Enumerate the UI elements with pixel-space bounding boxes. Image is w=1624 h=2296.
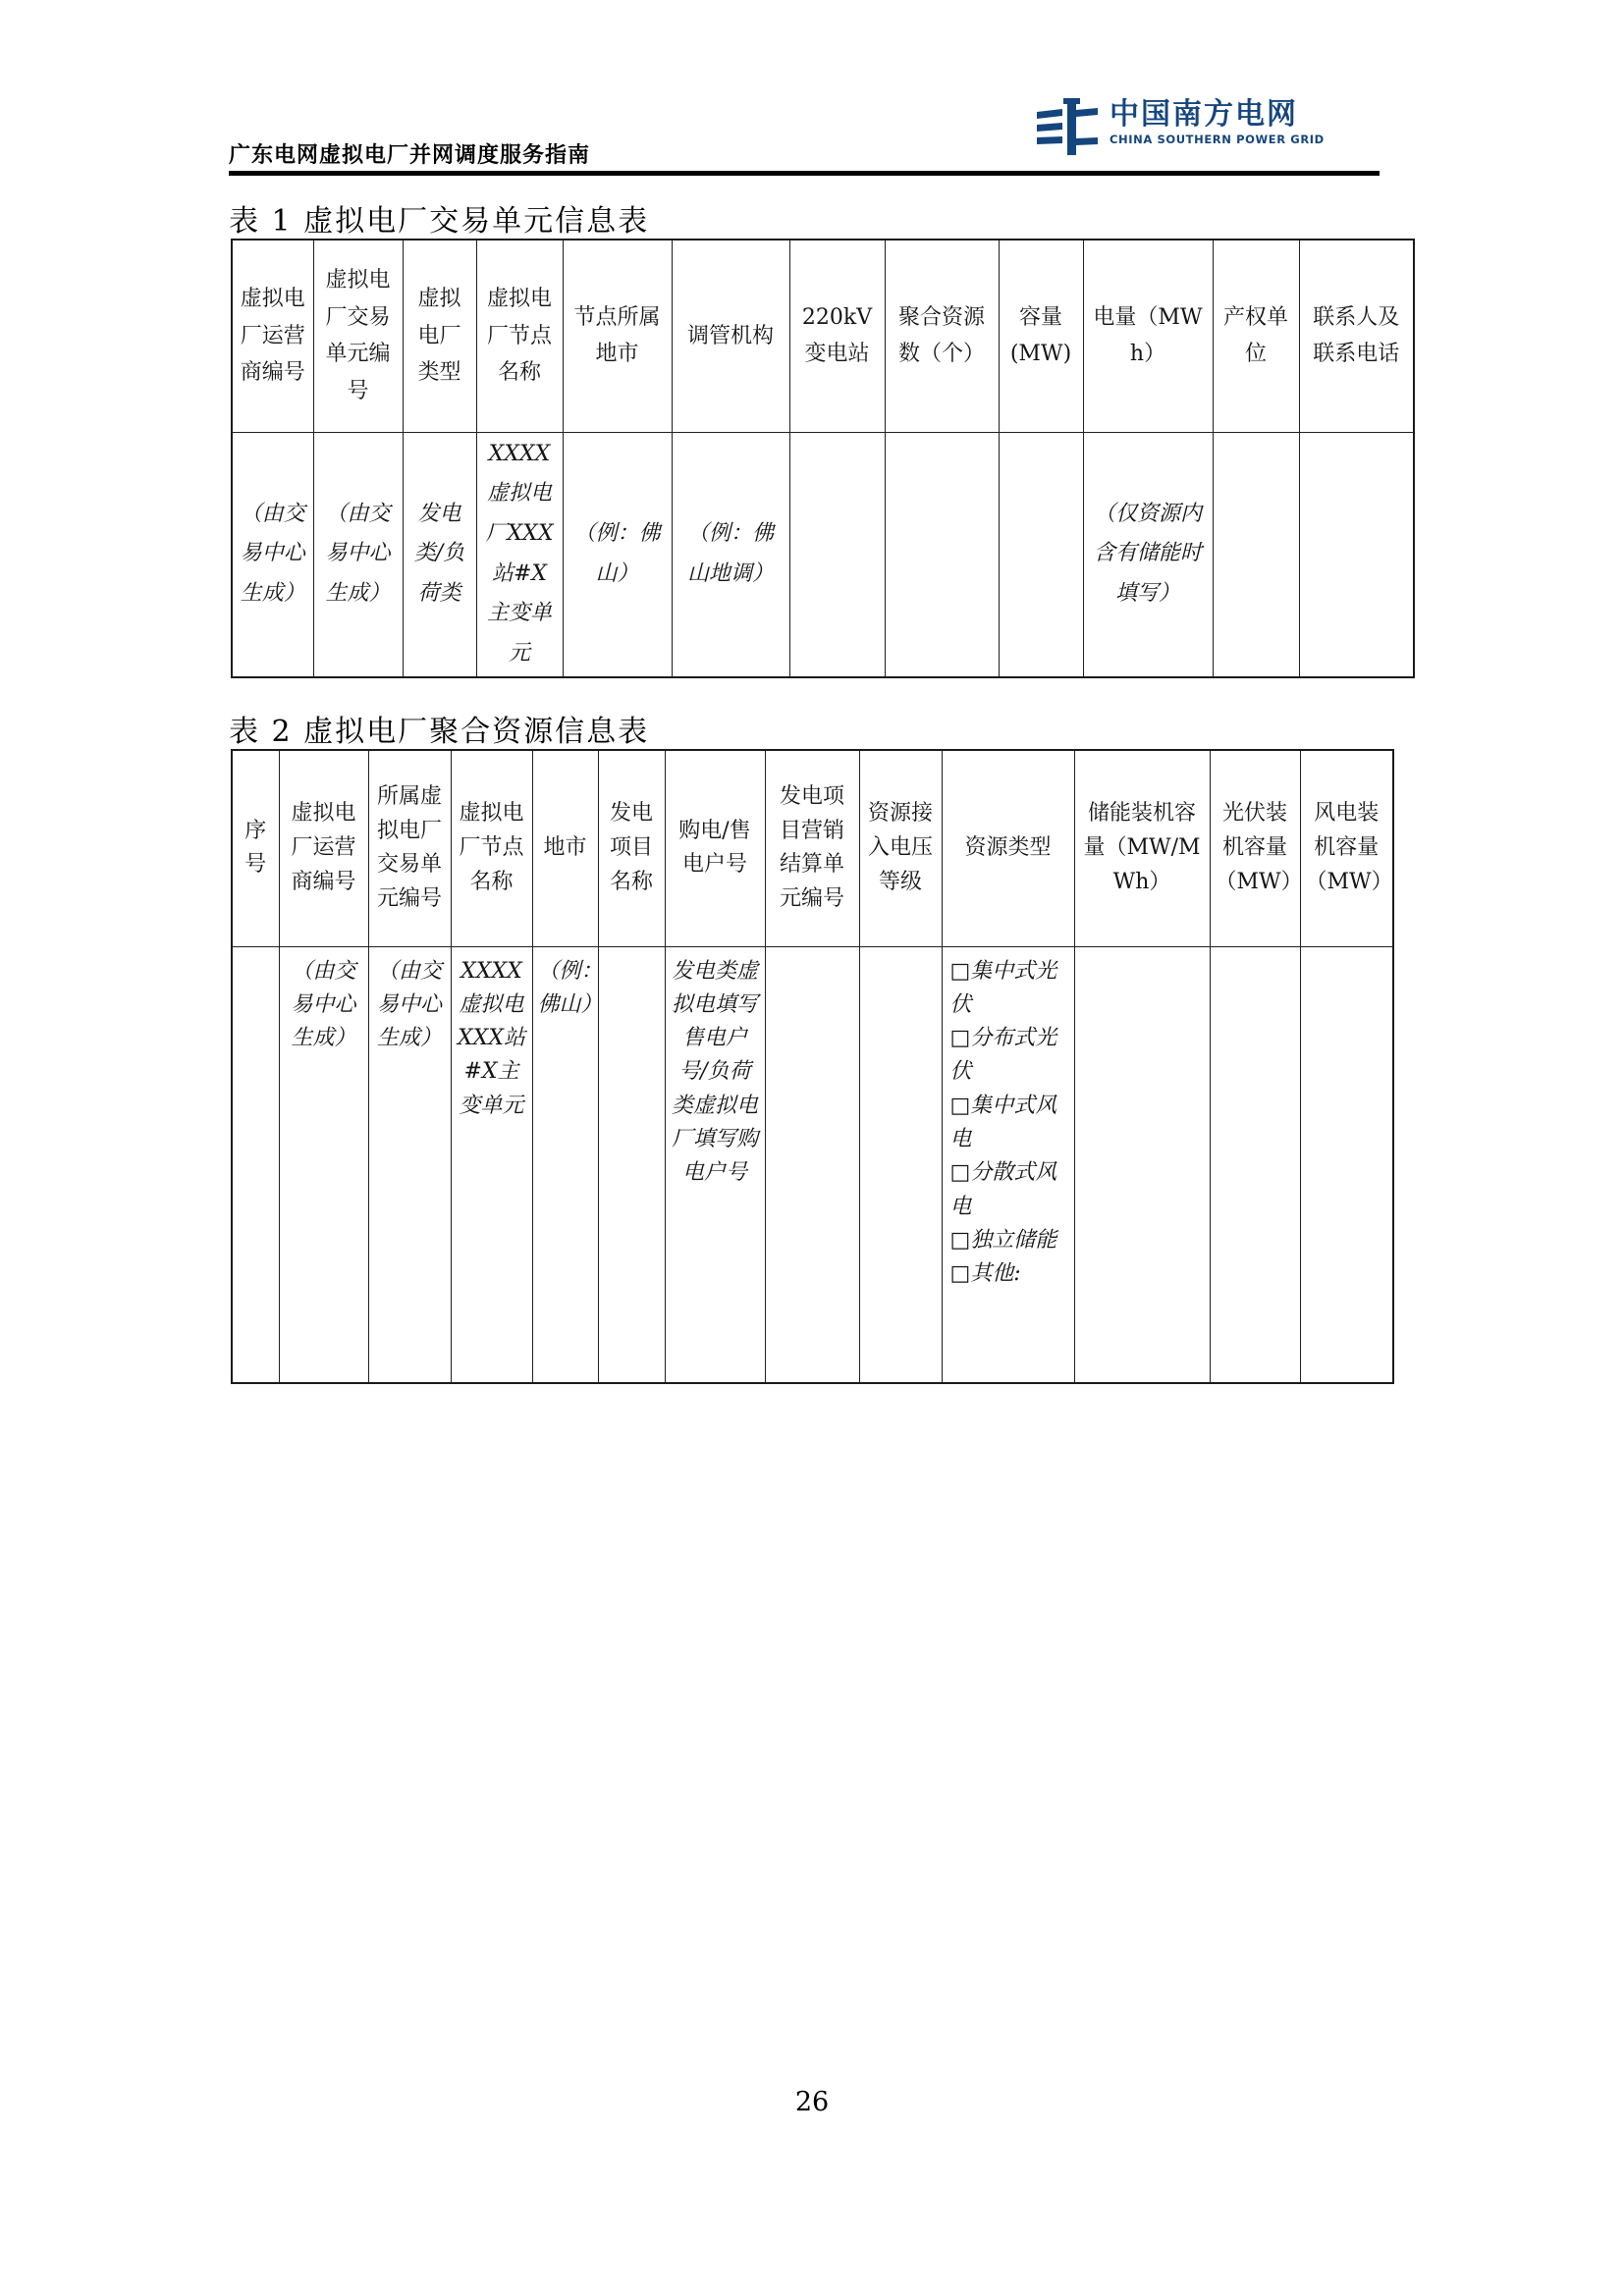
table2-header-cell: 发电项目名称 [598, 750, 665, 946]
table2-header-cell: 光伏装机容量（MW） [1210, 750, 1300, 946]
table2-data-cell [232, 946, 279, 1383]
table1-data-cell [1213, 432, 1299, 677]
resource-type-option: □独立储能 [949, 1228, 1057, 1253]
resource-type-option: □其他: [949, 1261, 1021, 1287]
table1-data-cell [1299, 432, 1414, 677]
table1-data-cell: 发电类/负荷类 [403, 432, 476, 677]
table1-header-cell: 虚拟电厂交易单元编号 [313, 240, 403, 432]
table2-data-cell [598, 946, 665, 1383]
resource-type-option: □分散式风电 [949, 1160, 1057, 1219]
table1-header-row [232, 240, 1414, 432]
table1-header-cell: 调管机构 [672, 240, 789, 432]
table1-title: 表 1 虚拟电厂交易单元信息表 [229, 204, 650, 239]
table2-header-cell: 所属虚拟电厂交易单元编号 [368, 750, 451, 946]
table1-data-cell: （由交易中心生成） [232, 432, 313, 677]
table1-data-cell: XXXX虚拟电厂XXX站#X主变单元 [476, 432, 563, 677]
table2-resource-type-cell [942, 946, 1074, 1383]
table1-header-cell: 电量（MWh） [1083, 240, 1213, 432]
table2-data-cell [859, 946, 942, 1383]
table1-data-cell [789, 432, 885, 677]
table2 [231, 749, 1394, 1384]
table2-header-cell: 序号 [232, 750, 279, 946]
table1-data-cell [999, 432, 1083, 677]
table2-data-cell [1210, 946, 1300, 1383]
table2-data-cell: （例：佛山） [532, 946, 598, 1383]
table2-header-cell: 购电/售电户号 [665, 750, 765, 946]
table2-data-cell [1300, 946, 1393, 1383]
resource-type-option: □分布式光伏 [949, 1026, 1057, 1085]
table2-header-row [232, 750, 1393, 946]
table1-header-cell: 容量(MW) [999, 240, 1083, 432]
table1-header-cell: 聚合资源数（个） [885, 240, 999, 432]
table2-data-cell: （由交易中心生成） [368, 946, 451, 1383]
logo-text [1110, 98, 1325, 146]
table2-header-cell: 虚拟电厂节点名称 [451, 750, 532, 946]
table2-title: 表 2 虚拟电厂聚合资源信息表 [229, 715, 650, 749]
header-title: 广东电网虚拟电厂并网调度服务指南 [229, 143, 591, 168]
table1-header-cell: 虚拟电厂节点名称 [476, 240, 563, 432]
table1-header-cell: 联系人及联系电话 [1299, 240, 1414, 432]
table1-header-cell: 虚拟电厂运营商编号 [232, 240, 313, 432]
table1-data-cell: （仅资源内含有储能时填写） [1083, 432, 1213, 677]
table2-header-cell: 虚拟电厂运营商编号 [279, 750, 368, 946]
table1-data-cell: （例：佛山） [563, 432, 672, 677]
header-divider [229, 171, 1380, 176]
table2-data-row [232, 946, 1393, 1383]
table2-header-cell: 资源接入电压等级 [859, 750, 942, 946]
table1-header-cell: 虚拟电厂类型 [403, 240, 476, 432]
table2-data-cell: XXXX虚拟电XXX站#X主变单元 [451, 946, 532, 1383]
resource-type-option: □集中式光伏 [949, 958, 1057, 1017]
table1-header-cell: 产权单位 [1213, 240, 1299, 432]
table2-header-cell: 地市 [532, 750, 598, 946]
page-number: 26 [794, 2087, 830, 2117]
table1-data-cell: （例：佛山地调） [672, 432, 789, 677]
table1-data-cell: （由交易中心生成） [313, 432, 403, 677]
table1-data-cell [885, 432, 999, 677]
table2-header-cell: 风电装机容量（MW） [1300, 750, 1393, 946]
logo-name-en: CHINA SOUTHERN POWER GRID [1110, 133, 1325, 146]
table2-data-cell: （由交易中心生成） [279, 946, 368, 1383]
table1-header-cell: 节点所属地市 [563, 240, 672, 432]
logo-name-cn: 中国南方电网 [1110, 97, 1298, 132]
table1-data-row [232, 432, 1414, 677]
table1-header-cell: 220kV变电站 [789, 240, 885, 432]
company-logo [1037, 98, 1325, 157]
table2-header-cell: 发电项目营销结算单元编号 [765, 750, 859, 946]
table1 [231, 239, 1415, 678]
table2-header-cell: 储能装机容量（MW/MWh） [1074, 750, 1210, 946]
table2-data-cell [765, 946, 859, 1383]
table2-header-cell: 资源类型 [942, 750, 1074, 946]
table2-data-cell [1074, 946, 1210, 1383]
table2-data-cell: 发电类虚拟电填写售电户号/负荷类虚拟电厂填写购电户号 [665, 946, 765, 1383]
resource-type-option: □集中式风电 [949, 1093, 1057, 1152]
power-grid-logo-icon [1037, 98, 1100, 157]
